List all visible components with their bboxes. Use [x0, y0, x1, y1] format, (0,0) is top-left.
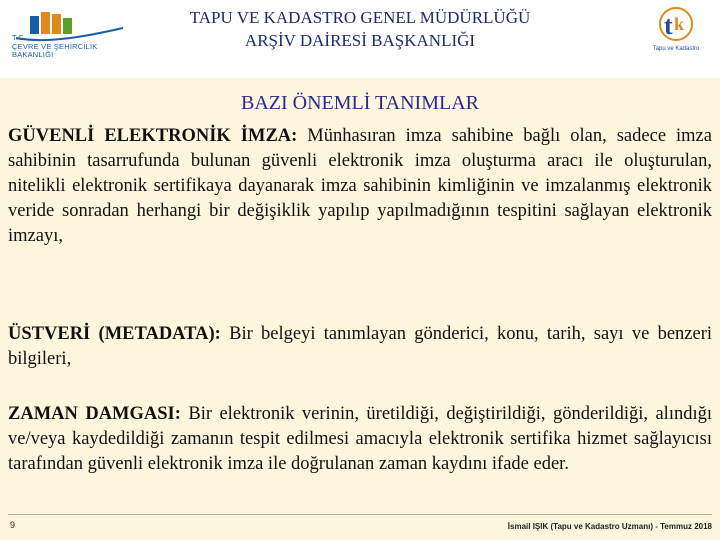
definition-term: ZAMAN DAMGASI: [8, 404, 181, 424]
header [0, 0, 720, 78]
tkgm-logo-text: Tapu ve Kadastro [652, 46, 700, 52]
page-number: 9 [10, 520, 16, 530]
footer [0, 508, 720, 540]
definition-term: ÜSTVERİ (METADATA): [8, 324, 221, 344]
definition-text: Bir elektronik verinin, üretildiği, değiştirildiği, gönderildiği, alındığı ve/veya kaydedildiği zamanın tespit edilmesi amacıyla elektronik sertifika hizmet sağlayıcısı tarafından güvenli elektronik imza ile doğrulanan zaman kaydını ifade eder. [8, 404, 712, 474]
definition-text: Münhasıran imza sahibine bağlı olan, sadece imza sahibinin tasarrufunda bulunan güvenli elektronik imza oluşturma aracı ile oluşturulan, nitelikli elektronik sertifikaya dayanarak imza sahibinin kimliğinin ve imzalanmış elektronik veride sonradan herhangi bir değişiklik yapılıp yapılmadığının tespitini sağlayan elektronik imzayı, [8, 126, 712, 246]
svg-text:t: t [664, 11, 673, 40]
page-title [130, 6, 590, 52]
footer-divider [8, 514, 712, 515]
slide-content [8, 84, 712, 504]
definition-ustveri [8, 322, 712, 372]
footer-author: İsmail IŞIK (Tapu ve Kadastro Uzmanı) - Temmuz 2018 [507, 522, 712, 531]
title-line-2: ARŞİV DAİRESİ BAŞKANLIĞI [244, 31, 476, 50]
ministry-logo-text: T.C. ÇEVRE VE ŞEHİRCİLİK BAKANLIĞI [12, 33, 98, 59]
definition-term: GÜVENLİ ELEKTRONİK İMZA: [8, 126, 298, 146]
svg-text:k: k [674, 14, 685, 34]
title-line-1: TAPU VE KADASTRO GENEL MÜDÜRLÜĞÜ [189, 8, 531, 27]
tkgm-logo-icon [640, 4, 710, 72]
definition-text: Bir belgeyi tanımlayan gönderici, konu, tarih, sayı ve benzeri bilgileri, [8, 324, 713, 369]
definition-guvenli-elektronik-imza [8, 124, 712, 249]
definition-zaman-damgasi [8, 402, 712, 477]
section-title: BAZI ÖNEMLİ TANIMLAR [240, 92, 479, 114]
